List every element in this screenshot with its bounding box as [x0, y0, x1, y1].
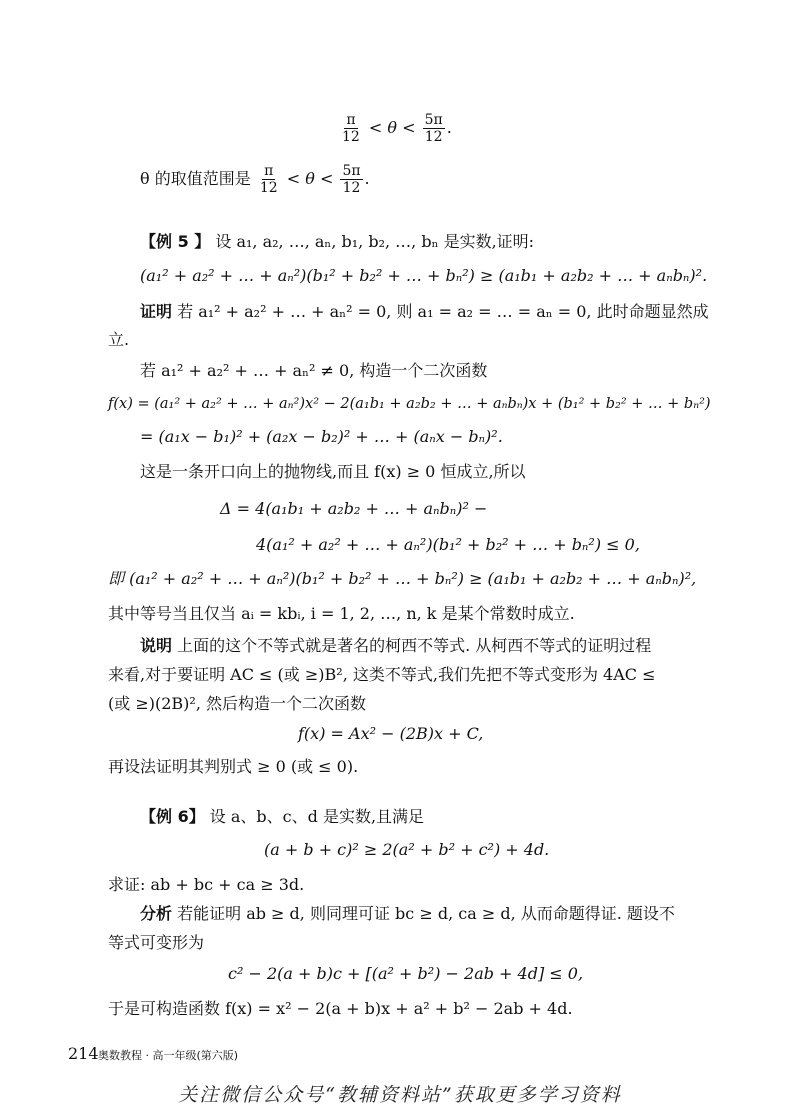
- remark-line-1: 说明 上面的这个不等式就是著名的柯西不等式. 从柯西不等式的证明过程: [140, 636, 652, 655]
- remark-line-4: 再设法证明其判别式 ≥ 0 (或 ≤ 0).: [108, 757, 359, 776]
- example-label: 【例 6】: [140, 807, 205, 826]
- example-label: 【例 5 】: [140, 232, 211, 251]
- fraction: $\frac{\pi}{12}$: [342, 112, 360, 145]
- proof-line-2: 立.: [108, 330, 130, 349]
- proof-label: 证明: [140, 302, 173, 321]
- analysis-line-2: 等式可变形为: [108, 933, 205, 952]
- quadratic-function-line-2: = (a₁x − b₁)² + (a₂x − b₂)² + … + (aₙx − bₙ)².: [140, 427, 503, 446]
- quadratic-function-line-1: f(x) = (a₁² + a₂² + … + aₙ²)x² − 2(a₁b₁ + a₂b₂ + … + aₙbₙ)x + (b₁² + b₂² + … + bₙ²): [108, 396, 711, 412]
- cauchy-result-line: 即 (a₁² + a₂² + … + aₙ²)(b₁² + b₂² + … + bₙ²) ≥ (a₁b₁ + a₂b₂ + … + aₙbₙ)²,: [108, 569, 697, 588]
- parabola-line: 这是一条开口向上的抛物线,而且 f(x) ≥ 0 恒成立,所以: [140, 462, 526, 481]
- fraction: $\frac{5\pi}{12}$: [424, 112, 443, 145]
- example-6-formula: (a + b + c)² ≥ 2(a² + b² + c²) + 4d.: [264, 840, 550, 859]
- example-6-goal: 求证: ab + bc + ca ≥ 3d.: [108, 875, 305, 894]
- analysis-line-3: 于是可构造函数 f(x) = x² − 2(a + b)x + a² + b² − 2ab + 4d.: [108, 999, 573, 1018]
- example-5-heading: 【例 5 】 设 a₁, a₂, …, aₙ, b₁, b₂, …, bₙ 是实数,证明:: [140, 232, 535, 251]
- remark-label: 说明: [140, 636, 173, 655]
- watermark-text: 关注微信公众号“教辅资料站”获取更多学习资料: [178, 1084, 622, 1106]
- example-6-heading: 【例 6】 设 a、b、c、d 是实数,且满足: [140, 807, 425, 826]
- remark-line-3: (或 ≥)(2B)², 然后构造一个二次函数: [108, 694, 366, 713]
- remark-line-2: 来看,对于要证明 AC ≤ (或 ≥)B², 这类不等式,我们先把不等式变形为 4AC ≤: [108, 665, 656, 684]
- fraction: $\frac{\pi}{12}$: [259, 163, 278, 196]
- analysis-formula: c² − 2(a + b)c + [(a² + b²) − 2ab + 4d] ≤ 0,: [228, 964, 584, 983]
- fraction: $\frac{5\pi}{12}$: [342, 163, 361, 196]
- page-number: 214: [68, 1044, 99, 1063]
- proof-line-1: 证明 若 a₁² + a₂² + … + aₙ² = 0, 则 a₁ = a₂ = … = aₙ = 0, 此时命题显然成: [140, 302, 709, 321]
- fraction-inequality: $\frac{\pi}{12}$ < θ < $\frac{5\pi}{12}$ .: [342, 112, 452, 145]
- example-5-formula: (a₁² + a₂² + … + aₙ²)(b₁² + b₂² + … + bₙ²) ≥ (a₁b₁ + a₂b₂ + … + aₙbₙ)².: [140, 266, 708, 285]
- remark-formula: f(x) = Ax² − (2B)x + C,: [298, 724, 484, 743]
- equality-condition-line: 其中等号当且仅当 aᵢ = kbᵢ, i = 1, 2, …, n, k 是某个常数时成立.: [108, 604, 575, 623]
- discriminant-line-1: Δ = 4(a₁b₁ + a₂b₂ + … + aₙbₙ)² −: [220, 499, 488, 518]
- book-title: 奥数教程 · 高一年级(第六版): [98, 1049, 239, 1062]
- analysis-label: 分析: [140, 904, 173, 923]
- analysis-line-1: 分析 若能证明 ab ≥ d, 则同理可证 bc ≥ d, ca ≥ d, 从而命题得证. 题设不: [140, 904, 675, 923]
- proof-line-3: 若 a₁² + a₂² + … + aₙ² ≠ 0, 构造一个二次函数: [140, 361, 488, 380]
- discriminant-line-2: 4(a₁² + a₂² + … + aₙ²)(b₁² + b₂² + … + bₙ²) ≤ 0,: [256, 535, 640, 554]
- theta-range-line: θ 的取值范围是 $\frac{\pi}{12}$ < θ < $\frac{5\pi}{12}$ .: [140, 163, 370, 196]
